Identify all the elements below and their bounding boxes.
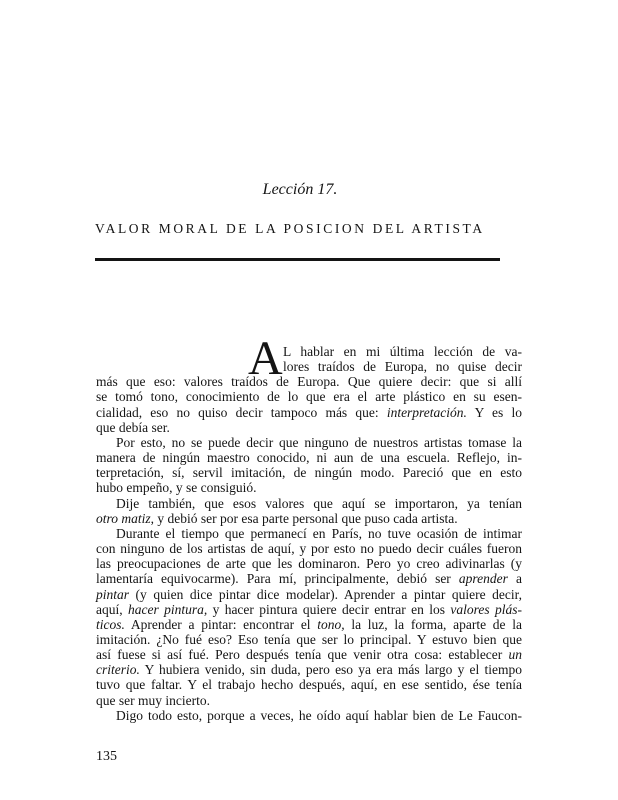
text-line (96, 374, 522, 389)
italic-span: hacer pintura, (127, 601, 208, 617)
text-line (96, 420, 522, 435)
text-line (96, 693, 522, 708)
text-span: , y debió ser por esa parte personal que puso cada artista. (150, 510, 458, 526)
text-span: (y quien dice pintar dice modelar). Aprender a pintar quiere decir, (129, 586, 522, 602)
text-line (96, 587, 522, 602)
text-span: tuvo que faltar. Y el trabajo hecho después, aquí, en ese sentido, ése tenía (96, 677, 522, 693)
italic-span: otro matiz (96, 510, 151, 526)
text-span: Y es lo (466, 404, 522, 420)
text-span: lores traídos de Europa, no quise decir (283, 359, 522, 375)
italic-span: interpretación. (386, 404, 467, 420)
drop-cap: A (248, 332, 283, 385)
text-line (96, 480, 522, 495)
text-line (96, 708, 522, 723)
text-line (283, 344, 522, 359)
text-line (96, 617, 522, 632)
text-line (96, 526, 522, 541)
text-span: Aprender a pintar: encontrar el (124, 616, 318, 632)
italic-span: ticos. (96, 616, 125, 632)
text-span: que debía ser. (96, 419, 170, 435)
text-span: con ninguno de los artistas de aquí, y por esto no puedo decir cuáles fueron (96, 541, 522, 557)
italic-span: criterio. (96, 662, 140, 678)
text-line (96, 571, 522, 586)
text-span: manera de ningún maestro conocido, ni aun de una escuela. Reflejo, in- (96, 450, 522, 466)
text-span: y hacer pintura quiere decir entrar en los (207, 601, 451, 617)
text-line (96, 602, 522, 617)
text-span: a (507, 571, 522, 587)
text-line (96, 465, 522, 480)
text-span: cialidad, eso no quiso decir tampoco más que: (96, 404, 387, 420)
page-number: 135 (96, 749, 117, 764)
text-span: las preocupaciones de arte que les dominaron. Pero yo creo adivinarlas (y (96, 556, 522, 572)
text-line (96, 511, 522, 526)
text-span: hubo empeño, y se consiguió. (96, 480, 257, 496)
text-line (96, 450, 522, 465)
text-span: aquí, (96, 601, 128, 617)
text-span: más que eso: valores traídos de Europa. Que quiere decir: que si allí (96, 374, 522, 390)
text-line (96, 541, 522, 556)
text-span: Por esto, no se puede decir que ninguno de nuestros artistas tomase la (116, 434, 522, 450)
text-span: Y hubiera venido, sin duda, pero eso ya era más largo y el tiempo (139, 662, 522, 678)
italic-span: tono, (317, 616, 345, 632)
title-rule (95, 258, 500, 261)
text-line (96, 405, 522, 420)
text-span: terpretación, sí, servil imitación, de ningún modo. Pareció que en esto (96, 465, 522, 481)
text-line (283, 359, 522, 374)
text-span: la luz, la forma, aparte de la (344, 616, 522, 632)
body-text (96, 344, 522, 723)
italic-span: valores plás- (450, 601, 522, 617)
text-span: Digo todo esto, porque a veces, he oído aquí hablar bien de Le Faucon- (116, 707, 522, 723)
text-span: se tomó tono, conocimiento de lo que era el arte plástico en su esen- (96, 389, 522, 405)
chapter-title: VALOR MORAL DE LA POSICION DEL ARTISTA (95, 221, 485, 236)
text-span: Dije también, que esos valores que aquí se importaron, ya tenían (116, 495, 522, 511)
text-line (96, 389, 522, 404)
italic-span: aprender (458, 571, 508, 587)
text-line (96, 662, 522, 677)
text-line (96, 435, 522, 450)
text-span: L hablar en mi última lección de va- (283, 344, 522, 359)
italic-span: un (508, 647, 522, 663)
text-line (96, 632, 522, 647)
text-span: lamentaría equivocarme). Para mí, principalmente, debió ser (96, 571, 459, 587)
text-line (96, 556, 522, 571)
lesson-label: Lección 17. (262, 181, 338, 198)
italic-span: pintar (96, 586, 130, 602)
text-line (96, 677, 522, 692)
text-span: así fuese si así fué. Pero después tenía que venir otra cosa: establecer (96, 647, 509, 663)
text-span: imitación. ¿No fué eso? Eso tenía que ser lo principal. Y estuvo bien que (96, 631, 522, 647)
text-span: Durante el tiempo que permanecí en París, no tuve ocasión de intimar (116, 525, 522, 541)
text-line (96, 647, 522, 662)
text-line (96, 496, 522, 511)
text-span: que ser muy incierto. (96, 692, 210, 708)
